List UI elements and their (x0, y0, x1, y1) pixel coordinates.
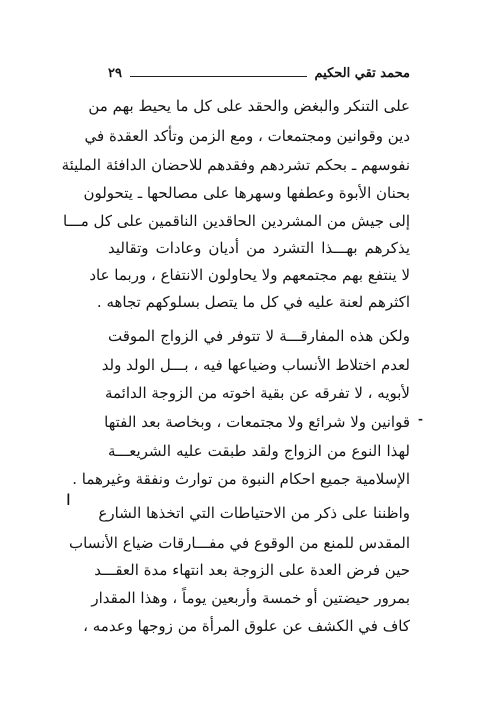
text-line: واظننا على ذكر من الاحتياطات التي اتخذها الشارع (98, 504, 410, 522)
text-line: لعدم اختلاط الأنساب وضياعها فيه ، بـــل الولد ولد (101, 356, 410, 374)
text-line: دين وقوانين ومجتمعات ، ومع الزمن وتأكد العقدة في (84, 127, 410, 145)
text-line: على التنكر والبغض والحقد على كل ما يحيط بهم من (88, 97, 410, 115)
text-line: حين فرض العدة على الزوجة بعد انتهاء مدة العقـــد (94, 561, 410, 579)
text-line: المقدس للمنع من الوقوع في مفـــارقات ضياع الأنساب (69, 534, 410, 552)
text-line: يذكرهم بهـــذا التشرد من أديان وعادات وتقاليد (108, 239, 410, 257)
text-line: لأبويه ، لا تفرقه عن بقية اخوته من الزوجة الدائمة (104, 384, 410, 402)
text-line: قوانين ولا شرائع ولا مجتمعات ، وبخاصة بعد الفتها (104, 413, 410, 431)
margin-mark: - (418, 412, 423, 426)
text-line: لهذا النوع من الزواج ولقد طبقت عليه الشريعـــة (108, 442, 410, 460)
header-rule (130, 76, 307, 77)
text-line: لا ينتفع بهم مجتمعهم ولا يحاولون الانتفاع ، وربما عاد (89, 266, 410, 284)
text-line: نفوسهم ـ بحكم تشردهم وفقدهم للاحضان الدافئة المليئة (61, 156, 410, 174)
running-header (108, 62, 410, 84)
text-line: بحنان الأبوة وعطفها وسهرها على مصالحها ـ يتحولون (83, 184, 410, 202)
page-number: ٢٩ (108, 65, 122, 81)
text-line: كاف في الكشف عن علوق المرأة من زوجها وعدمه ، (83, 617, 410, 635)
margin-mark: ǀ (66, 490, 71, 509)
text-line: بمرور حيضتين أو خمسة وأربعين يوماً ، وهذا المقدار (91, 589, 410, 607)
text-line: إلى جيش من المشردين الحاقدين الناقمين على كل مـــا (62, 212, 410, 230)
header-author: محمد تقي الحكيم (314, 65, 410, 81)
text-line: الإسلامية جميع احكام النبوة من توارث ونفقة وغيرهما . (72, 470, 410, 488)
text-line: اكثرهم لعنة عليه في كل ما يتصل بسلوكهم تجاهه . (96, 293, 410, 311)
text-line: ولكن هذه المفارقـــة لا تتوفر في الزواج الموقت (108, 327, 410, 345)
